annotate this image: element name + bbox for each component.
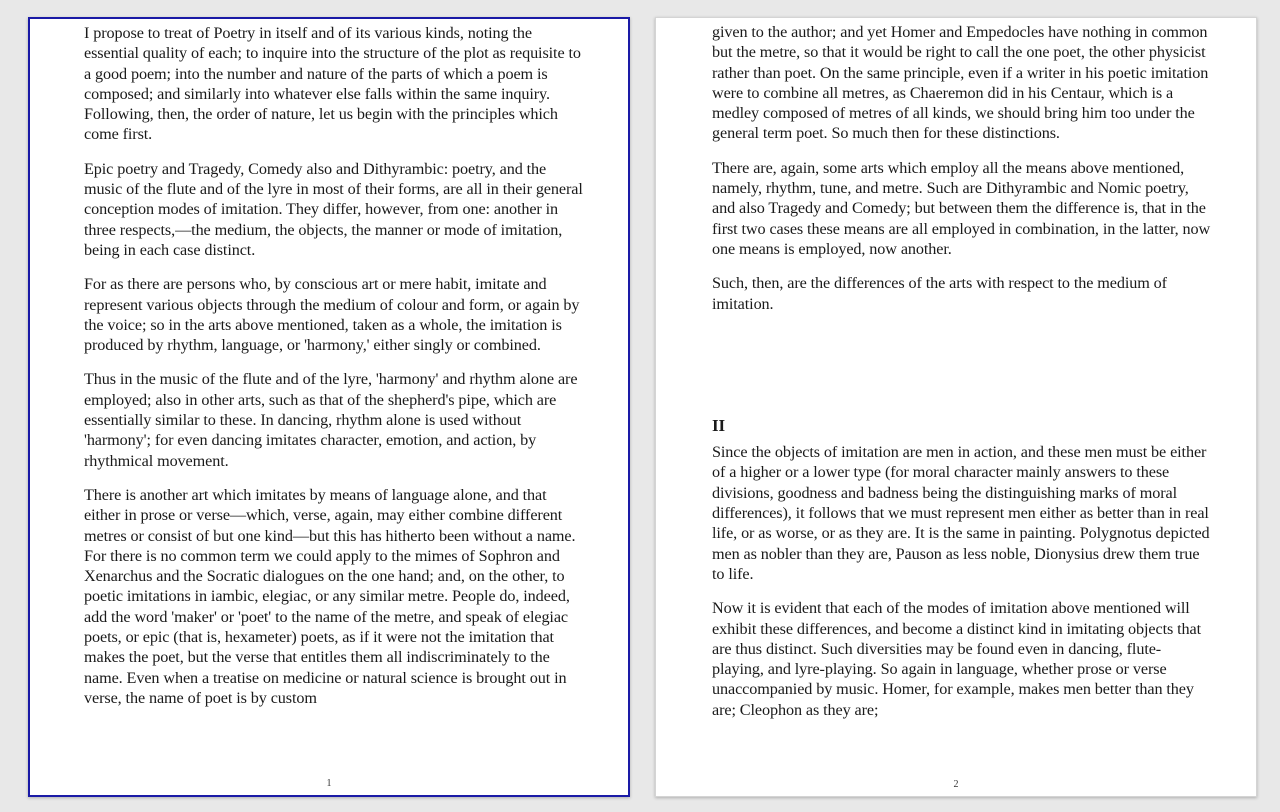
- page-1-content: [84, 23, 584, 722]
- page-number: 1: [326, 778, 332, 789]
- paragraph: Now it is evident that each of the modes of imitation above mentioned will exhibit these differences, and become a distinct kind in imitating objects that are thus distinct. Such diversities may be found even in dancing, flute-playing, and lyre-playing. So again in language, whether prose or verse unaccompanied by music. Homer, for example, makes men better than they are; Cleophon as they are;: [712, 599, 1201, 719]
- section-heading-wrap: [712, 328, 1212, 436]
- section-heading: II: [712, 415, 726, 435]
- paragraph: Epic poetry and Tragedy, Comedy also and Dithyrambic: poetry, and the music of the flute and of the lyre in most of their forms, are all in their general conception modes of imitation. They differ, however, from one: another in three respects,—the medium, the objects, the manner or mode of imitation, being in each case distinct.: [84, 159, 583, 259]
- page-number: 2: [953, 779, 959, 790]
- paragraph: Such, then, are the differences of the arts with respect to the medium of imitation.: [712, 274, 1167, 313]
- page-2-content: [712, 22, 1212, 734]
- paragraph: For as there are persons who, by conscious art or mere habit, imitate and represent various objects through the medium of colour and form, or again by the voice; so in the arts above mentioned, taken as a whole, the imitation is produced by rhythm, language, or 'harmony,' either singly or combined.: [84, 275, 580, 355]
- page-1[interactable]: [28, 17, 630, 797]
- paragraph: Since the objects of imitation are men in action, and these men must be either of a higher or a lower type (for moral character mainly answers to these divisions, goodness and badness being the distinguishing marks of moral differences), it follows that we must represent men either as better than in real life, or as worse, or as they are. It is the same in painting. Polygnotus depicted men as nobler than they are, Pauson as less noble, Dionysius drew them true to life.: [712, 443, 1210, 583]
- paragraph: There are, again, some arts which employ all the means above mentioned, namely, rhythm, tune, and metre. Such are Dithyrambic and Nomic poetry, and also Tragedy and Comedy; but between them the difference is, that in the first two cases these means are all employed in combination, in the latter, now one means is employed, now another.: [712, 158, 1211, 258]
- paragraph: Thus in the music of the flute and of the lyre, 'harmony' and rhythm alone are employed; also in other arts, such as that of the shepherd's pipe, which are essentially similar to these. In dancing, rhythm alone is used without 'harmony'; for even dancing imitates character, emotion, and action, by rhythmical movement.: [84, 370, 578, 470]
- paragraph: There is another art which imitates by means of language alone, and that either in prose or verse—which, verse, again, may either combine different metres or consist of but one kind—but this has hitherto been without a name. For there is no common term we could apply to the mimes of Sophron and Xenarchus and the Socratic dialogues on the one hand; and, on the other, to poetic imitations in iambic, elegiac, or any similar metre. People do, indeed, add the word 'maker' or 'poet' to the name of the metre, and speak of elegiac poets, or epic (that is, hexameter) poets, as if it were not the imitation that makes the poet, but the verse that entitles them all indiscriminately to the name. Even when a treatise on medicine or natural science is brought out in verse, the name of poet is by custom: [84, 485, 576, 707]
- paragraph: given to the author; and yet Homer and Empedocles have nothing in common but the metre, so that it would be right to call the one poet, the other physicist rather than poet. On the same principle, even if a writer in his poetic imitation were to combine all metres, as Chaeremon did in his Centaur, which is a medley composed of metres of all kinds, we should bring him too under the general term poet. So much then for these distinctions.: [712, 23, 1209, 143]
- paragraph: I propose to treat of Poetry in itself and of its various kinds, noting the essential quality of each; to inquire into the structure of the plot as requisite to a good poem; into the number and nature of the parts of which a poem is composed; and similarly into whatever else falls within the same inquiry. Following, then, the order of nature, let us begin with the principles which come first.: [84, 24, 581, 144]
- page-2[interactable]: [655, 17, 1257, 797]
